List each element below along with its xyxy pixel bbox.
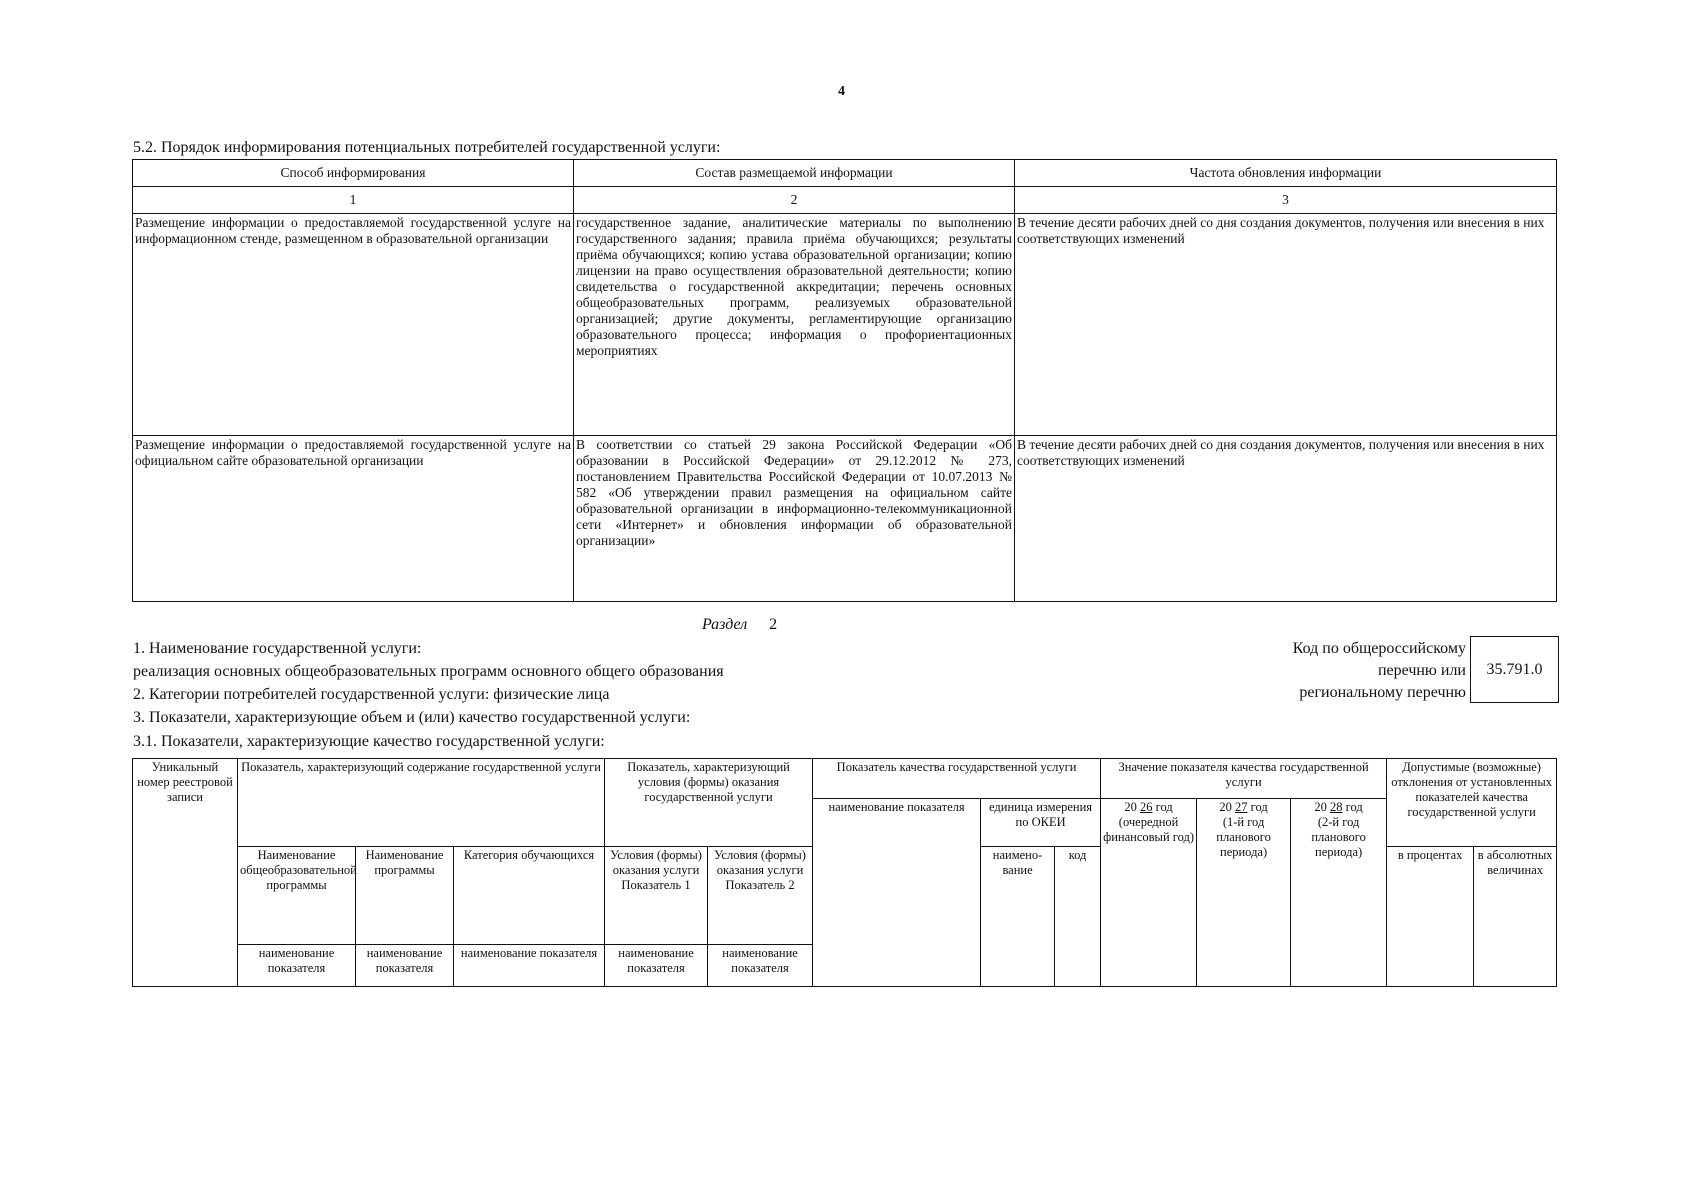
th-value-group: Значение показателя качества государственной услуги bbox=[1101, 759, 1387, 799]
th-deviation-group: Допустимые (возможные) отклонения от установленных показателей качества государственной услуги bbox=[1387, 759, 1557, 847]
th-name-ind-4: наименование показателя bbox=[605, 945, 708, 987]
th-sub-category: Категория обучающихся bbox=[454, 847, 605, 945]
th-name-ind-1: наименование показателя bbox=[238, 945, 356, 987]
year2-prefix: 20 bbox=[1219, 800, 1232, 814]
th-unit-okei: единица измерения по ОКЕИ bbox=[981, 799, 1101, 847]
razdel-number: 2 bbox=[769, 616, 778, 633]
th-sub-condition-1: Условия (формы) оказания услуги Показатель 1 bbox=[605, 847, 708, 945]
informing-table bbox=[132, 159, 1557, 602]
year3-note: (2-й год планового периода) bbox=[1311, 815, 1366, 859]
year1-note: (очередной финансовый год) bbox=[1103, 815, 1194, 844]
th-unit-code: код bbox=[1055, 847, 1101, 987]
col-number-1: 1 bbox=[133, 187, 574, 214]
row1-frequency: В течение десяти рабочих дней со дня создания документов, получения или внесения в них соответствующих изменений bbox=[1015, 214, 1557, 436]
th-year-3 bbox=[1291, 799, 1387, 987]
th-year-2 bbox=[1197, 799, 1291, 987]
th-name-ind-5: наименование показателя bbox=[708, 945, 813, 987]
year1-value: 26 bbox=[1140, 800, 1153, 814]
consumer-categories: 2. Категории потребителей государственной услуги: физические лица bbox=[133, 686, 610, 703]
th-name-ind-2: наименование показателя bbox=[356, 945, 454, 987]
code-value: 35.791.0 bbox=[1470, 636, 1559, 703]
code-label-line-2: перечню или bbox=[1377, 662, 1466, 679]
th-quality-group: Показатель качества государственной услуги bbox=[813, 759, 1101, 799]
code-label-line-3: региональному перечню bbox=[1299, 684, 1466, 701]
quality-indicators-heading: 3.1. Показатели, характеризующие качество государственной услуги: bbox=[133, 733, 605, 750]
year3-value: 28 bbox=[1330, 800, 1343, 814]
header-frequency: Частота обновления информации bbox=[1015, 160, 1557, 187]
col-number-3: 3 bbox=[1015, 187, 1557, 214]
row2-content: В соответствии со статьей 29 закона Российской Федерации «Об образовании в Российской Федерации» от 29.12.2012 № 273, постановлением Правительства Российской Федерации от 10.07.2013 № 582 «Об утверждении правил размещения на официальном сайте образовательной организации в информационно-телекоммуникационной сети «Интернет» и обновления информации об образовательной организации» bbox=[574, 436, 1015, 602]
year2-value: 27 bbox=[1235, 800, 1248, 814]
th-sub-program-name: Наименование общеобразовательной программы bbox=[238, 847, 356, 945]
th-name-ind-3: наименование показателя bbox=[454, 945, 605, 987]
th-sub-program: Наименование программы bbox=[356, 847, 454, 945]
th-content-group: Показатель, характеризующий содержание государственной услуги bbox=[238, 759, 605, 847]
year3-prefix: 20 bbox=[1314, 800, 1327, 814]
th-year-1 bbox=[1101, 799, 1197, 987]
th-absolute: в абсолютных величинах bbox=[1474, 847, 1557, 987]
year1-prefix: 20 bbox=[1124, 800, 1137, 814]
row2-frequency: В течение десяти рабочих дней со дня создания документов, получения или внесения в них соответствующих изменений bbox=[1015, 436, 1557, 602]
row1-content: государственное задание, аналитические материалы по выполнению государственного задания; правила приёма обучающихся; результаты приёма обучающихся; копию устава образовательной организации; копию лицензии на право осуществления образовательной деятельности; копию свидетельства о государственной аккредитации; перечень основных общеобразовательных программ, реализуемых образовательной организацией; другие документы, регламентирующие организацию образовательного процесса; информация о профориентационных мероприятиях bbox=[574, 214, 1015, 436]
th-sub-condition-2: Условия (формы) оказания услуги Показатель 2 bbox=[708, 847, 813, 945]
indicators-heading: 3. Показатели, характеризующие объем и (или) качество государственной услуги: bbox=[133, 709, 691, 726]
year3-word: год bbox=[1345, 800, 1363, 814]
header-content: Состав размещаемой информации bbox=[574, 160, 1015, 187]
year2-note: (1-й год планового периода) bbox=[1216, 815, 1271, 859]
col-number-2: 2 bbox=[574, 187, 1015, 214]
razdel-heading bbox=[702, 616, 777, 634]
th-indicator-name: наименование показателя bbox=[813, 799, 981, 987]
service-name-value: реализация основных общеобразовательных программ основного общего образования bbox=[133, 663, 724, 680]
service-name-label: 1. Наименование государственной услуги: bbox=[133, 640, 422, 657]
section-title-5-2: 5.2. Порядок информирования потенциальных потребителей государственной услуги: bbox=[133, 139, 721, 156]
th-unique-number: Уникальный номер реестровой записи bbox=[133, 759, 238, 987]
th-unit-name: наимено-вание bbox=[981, 847, 1055, 987]
code-label-line-1: Код по общероссийскому bbox=[1292, 640, 1466, 657]
code-label bbox=[1276, 638, 1466, 704]
row1-method: Размещение информации о предоставляемой государственной услуге на информационном стенде, размещенном в образовательной организации bbox=[133, 214, 574, 436]
th-conditions-group: Показатель, характеризующий условия (формы) оказания государственной услуги bbox=[605, 759, 813, 847]
quality-table bbox=[132, 758, 1557, 987]
row2-method: Размещение информации о предоставляемой государственной услуге на официальном сайте образовательной организации bbox=[133, 436, 574, 602]
header-method: Способ информирования bbox=[133, 160, 574, 187]
year2-word: год bbox=[1250, 800, 1268, 814]
th-percent: в процентах bbox=[1387, 847, 1474, 987]
page-number: 4 bbox=[838, 84, 845, 99]
year1-word: год bbox=[1155, 800, 1173, 814]
razdel-label: Раздел bbox=[702, 616, 748, 633]
